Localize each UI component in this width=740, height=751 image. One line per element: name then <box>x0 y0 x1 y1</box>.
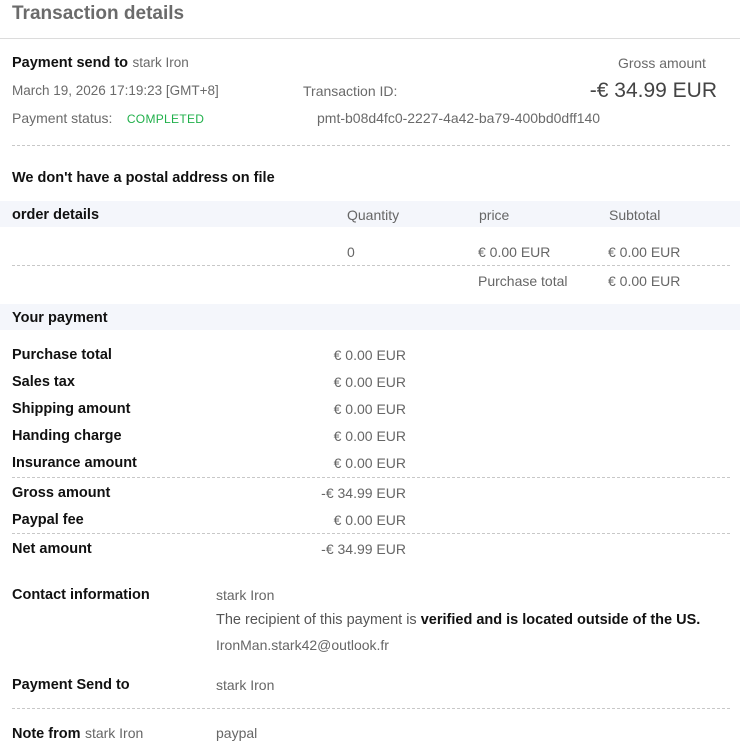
order-subtotal: € 0.00 EUR <box>608 244 681 260</box>
payment-row-label: Handing charge <box>12 428 122 444</box>
note-text: paypal <box>216 725 258 741</box>
divider <box>12 708 730 709</box>
recipient-verified-text <box>216 612 700 628</box>
payment-row-label: Paypal fee <box>12 512 84 528</box>
purchase-total-value: € 0.00 EUR <box>608 273 681 289</box>
payment-send-to-label: Payment Send to <box>12 677 130 693</box>
note-line <box>12 725 143 743</box>
payment-send-to-value: stark Iron <box>216 677 275 693</box>
payment-row-label: Net amount <box>12 541 92 557</box>
payment-row-value: € 0.00 EUR <box>333 347 406 363</box>
payment-row-label: Sales tax <box>12 374 75 390</box>
order-quantity: 0 <box>347 244 355 260</box>
verified-prefix: The recipient of this payment is <box>216 612 421 628</box>
contact-information-label: Contact information <box>12 587 150 603</box>
your-payment-header <box>0 304 740 330</box>
payment-send-line <box>12 54 189 72</box>
contact-name: stark Iron <box>216 587 275 603</box>
payment-row-value: € 0.00 EUR <box>333 374 406 390</box>
note-author: stark Iron <box>84 725 144 741</box>
payment-row-label: Shipping amount <box>12 401 131 417</box>
payment-row-value: € 0.00 EUR <box>333 428 406 444</box>
your-payment-heading: Your payment <box>12 310 108 326</box>
payment-send-label: Payment send to <box>12 55 129 71</box>
payment-row-value: € 0.00 EUR <box>333 512 406 528</box>
divider <box>12 477 730 478</box>
divider <box>12 145 730 146</box>
divider <box>12 533 730 534</box>
payment-row-value: € 0.00 EUR <box>333 401 406 417</box>
payment-status-line <box>12 110 204 128</box>
order-details-heading: order details <box>12 207 100 223</box>
payment-row-value: -€ 34.99 EUR <box>321 541 406 557</box>
divider <box>12 265 730 266</box>
status-badge: COMPLETED <box>126 112 205 126</box>
payment-status-label: Payment status: <box>12 110 113 126</box>
gross-amount-label: Gross amount <box>618 55 706 71</box>
payment-row-label: Insurance amount <box>12 455 137 471</box>
gross-amount-value: -€ 34.99 EUR <box>589 79 717 102</box>
header-divider <box>0 38 740 39</box>
transaction-id: pmt-b08d4fc0-2227-4a42-ba79-400bd0dff140 <box>317 110 601 126</box>
payment-row-value: € 0.00 EUR <box>333 455 406 471</box>
postal-address-notice: We don't have a postal address on file <box>12 170 275 186</box>
payment-row-label: Gross amount <box>12 485 111 501</box>
payment-row-label: Purchase total <box>12 347 112 363</box>
transaction-id-label: Transaction ID: <box>303 83 398 99</box>
verified-status: verified and is located outside of the US. <box>420 612 701 628</box>
contact-email: IronMan.stark42@outlook.fr <box>216 637 389 653</box>
note-label: Note from <box>12 726 81 742</box>
transaction-datetime: March 19, 2026 17:19:23 [GMT+8] <box>12 83 219 98</box>
price-header: price <box>479 207 510 223</box>
quantity-header: Quantity <box>347 207 400 223</box>
payment-row-value: -€ 34.99 EUR <box>321 485 406 501</box>
purchase-total-label: Purchase total <box>478 273 568 289</box>
page-title: Transaction details <box>12 3 185 24</box>
payment-send-name: stark Iron <box>132 55 189 70</box>
subtotal-header: Subtotal <box>609 207 661 223</box>
order-price: € 0.00 EUR <box>478 244 551 260</box>
